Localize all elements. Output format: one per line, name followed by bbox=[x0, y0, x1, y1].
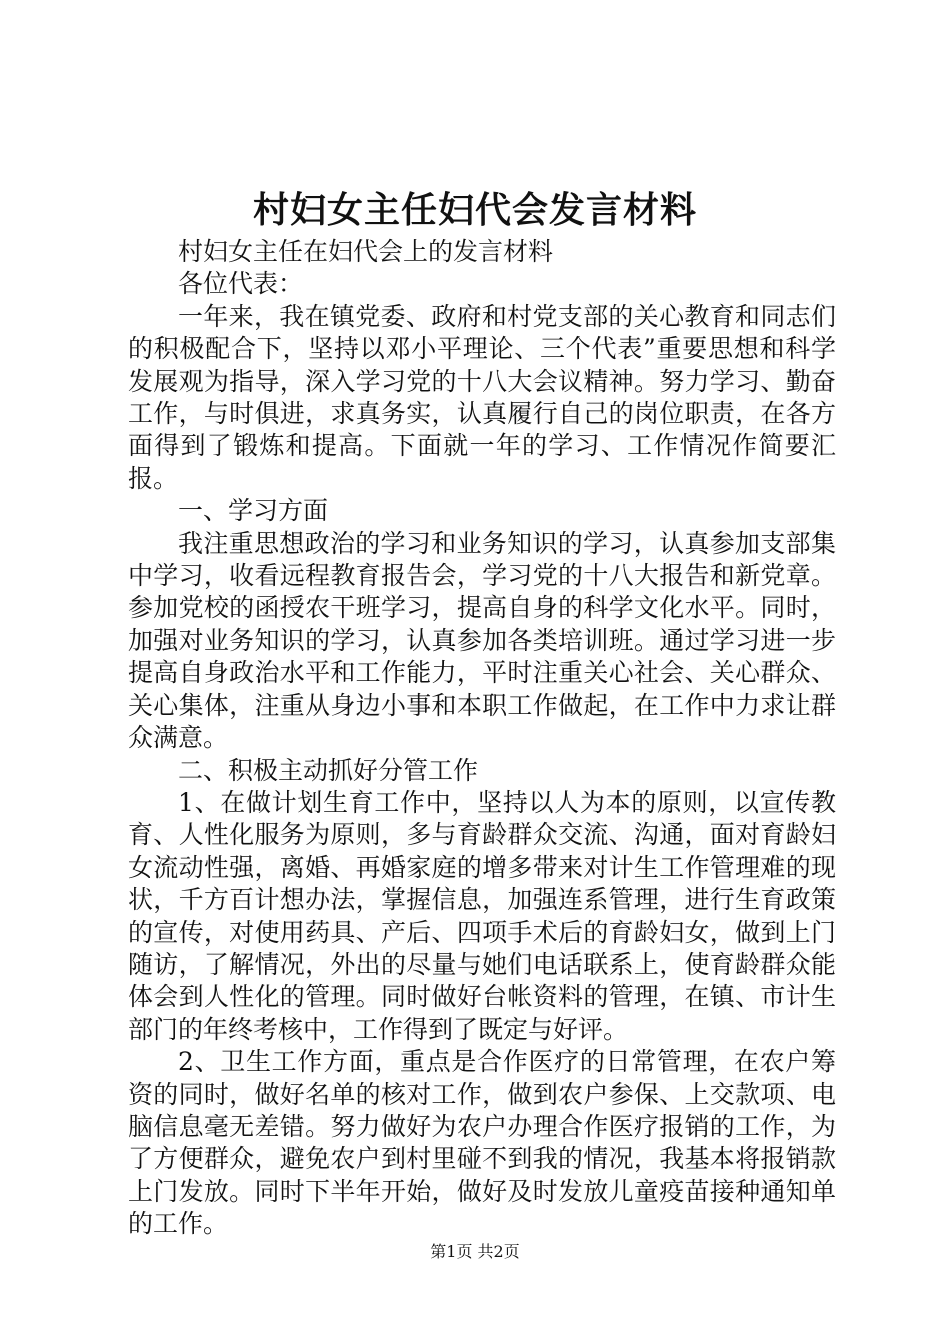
document-body bbox=[128, 236, 836, 1241]
document-title: 村妇女主任妇代会发言材料 bbox=[252, 189, 697, 231]
paragraph-health-work: 2、卫生工作方面，重点是合作医疗的日常管理，在农户筹资的同时，做好名单的核对工作，做到农户参保、上交款项、电脑信息毫无差错。努力做好为农户办理合作医疗报销的工作，为了方便群众，避免农户到村里碰不到我的情况，我基本将报销款上门发放。同时下半年开始，做好及时发放儿童疫苗接种通知单的工作。 bbox=[128, 1047, 836, 1239]
paragraph-subtitle: 村妇女主任在妇代会上的发言材料 bbox=[178, 237, 554, 266]
section-heading-study: 一、学习方面 bbox=[178, 496, 329, 526]
paragraph-salutation: 各位代表： bbox=[178, 269, 304, 299]
page-footer: 第1页 共2页 bbox=[430, 1242, 520, 1261]
paragraph-intro: 一年来，我在镇党委、政府和村党支部的关心教育和同志们的积极配合下，坚持以邓小平理论、三个代表”重要思想和科学发展观为指导，深入学习党的十八大会议精神。努力学习、勤奋工作，与时俱进，求真务实，认真履行自己的岗位职责，在各方面得到了锻炼和提高。下面就一年的学习、工作情况作简要汇报。 bbox=[128, 301, 836, 493]
paragraph-study: 我注重思想政治的学习和业务知识的学习，认真参加支部集中学习，收看远程教育报告会，学习党的十八大报告和新党章。参加党校的函授农干班学习，提高自身的科学文化水平。同时，加强对业务知识的学习，认真参加各类培训班。通过学习进一步提高自身政治水平和工作能力，平时注重关心社会、关心群众、关心集体，注重从身边小事和本职工作做起，在工作中力求让群众满意。 bbox=[128, 528, 836, 753]
section-heading-work: 二、积极主动抓好分管工作 bbox=[178, 755, 479, 785]
paragraph-family-planning: 1、在做计划生育工作中，坚持以人为本的原则，以宣传教育、人性化服务为原则，多与育龄群众交流、沟通，面对育龄妇女流动性强，离婚、再婚家庭的增多带来对计生工作管理难的现状，千方百计想办法，掌握信息，加强连系管理，进行生育政策的宣传，对使用药具、产后、四项手术后的育龄妇女，做到上门随访，了解情况，外出的尽量与她们电话联系上，使育龄群众能体会到人性化的管理。同时做好台帐资料的管理，在镇、市计生部门的年终考核中，工作得到了既定与好评。 bbox=[128, 787, 836, 1044]
